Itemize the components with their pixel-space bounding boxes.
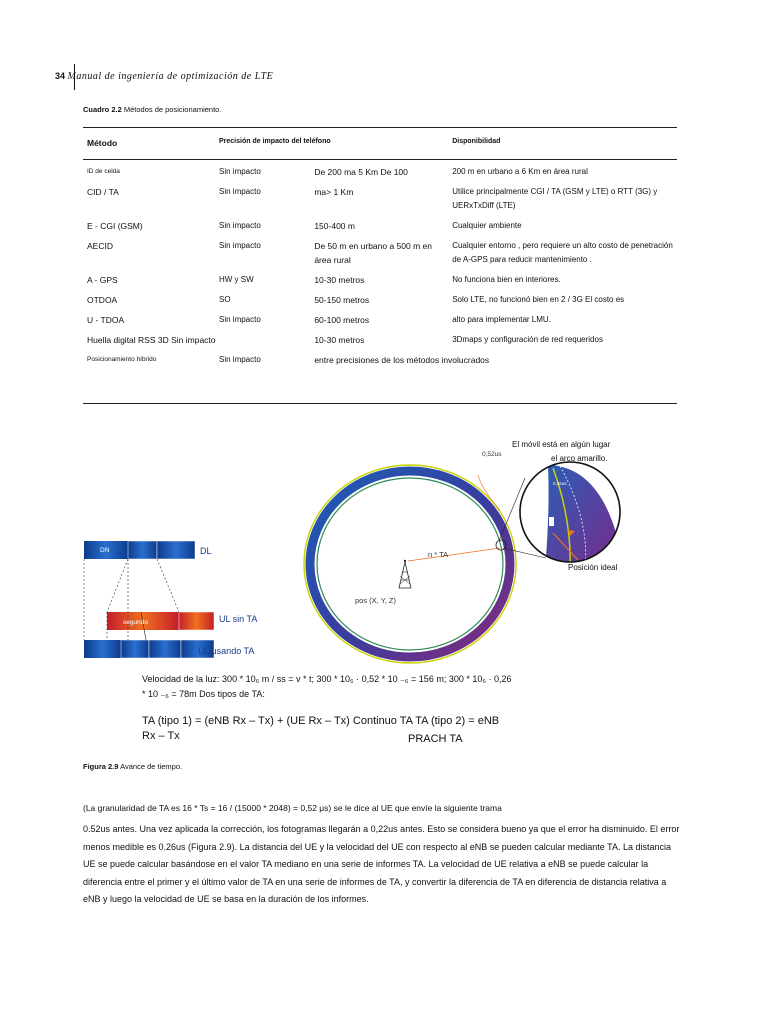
table-cell: CID / TA — [87, 187, 119, 197]
zoom-label-1: 0,26us — [553, 481, 567, 486]
table-cell: Cualquier ambiente — [452, 221, 522, 230]
note-line-2: el arco amarillo. — [551, 454, 608, 463]
table-cell: HW y SW — [219, 275, 254, 284]
table-caption-label: Cuadro 2.2 — [83, 105, 122, 114]
figure-caption — [83, 762, 182, 771]
zoom-label-2: 0,26us — [533, 494, 547, 499]
table-header-row — [83, 131, 677, 157]
dl-block-label: DN — [100, 547, 110, 554]
table-cell: Cualquier entorno , pero requiere un alto costo de penetración de A-GPS para reducir mantenimiento . — [452, 241, 673, 264]
table-cell: 10-30 metros — [314, 335, 365, 345]
distance-label: n * TA — [428, 550, 449, 559]
figure-caption-text: Avance de tiempo. — [120, 762, 183, 771]
table-cell: Sin impacto — [219, 167, 261, 176]
speed-of-light-formula — [142, 672, 562, 702]
page-header — [55, 71, 273, 82]
table-cell: E - CGI (GSM) — [87, 221, 143, 231]
table-cell: ID de celda — [87, 168, 120, 175]
ul-ta-label: UL usando TA — [198, 646, 255, 656]
paragraph-body: 0.52us antes. Una vez aplicada la corrección, los fotogramas llegarán a 0,22us antes. Esto se considera bueno ya que el error ha disminuido. El error menos medible es 0.26us (Figura 2.9). La distancia del UE y la velocidad del UE con respecto al eNB se pueden calcular mediante TA. La distancia UE se puede calcular basándose en el valor TA mediano en una serie de informes TA. La velocidad de UE relativa a eNB se puede calcular la diferencia entre el primer y el último valor de TA en una serie de informes de TA, y convertir la diferencia de TA en diferencia de distancia relativa a eNB y luego la velocidad de UE se basa en la duración de los informes. — [83, 824, 680, 904]
ta-types-formula — [142, 714, 522, 744]
table-cell: U - TDOA — [87, 315, 125, 325]
table-cell: Sin impacto — [219, 355, 261, 364]
table-row — [83, 270, 677, 290]
table-row — [83, 157, 677, 182]
ul-no-ta-label: UL sin TA — [219, 614, 258, 624]
header-precision: Precisión de impacto del teléfono — [219, 138, 331, 145]
table-row — [83, 236, 677, 270]
figure-caption-label: Figura 2.9 — [83, 762, 119, 771]
header-availability: Disponibilidad — [452, 138, 501, 145]
table-cell: SO — [219, 295, 231, 304]
table-cell: alto para implementar LMU. — [452, 315, 551, 324]
table-cell: 60-100 metros — [314, 315, 370, 325]
table-cell: Posicionamiento híbrido — [87, 356, 157, 363]
zoom-detail — [520, 460, 620, 570]
table-cell: Solo LTE, no funcionó bien en 2 / 3G El costo es — [452, 295, 625, 304]
book-title: Manual de ingeniería de optimización de LTE — [67, 71, 274, 82]
table-cell: Sin impacto — [219, 221, 261, 230]
table-cell: De 50 m en urbano a 500 m en área rural — [314, 241, 432, 265]
table-caption-text: Métodos de posicionamiento. — [123, 105, 222, 114]
outer-yellow-ring — [304, 465, 516, 663]
paragraph-first-line: (La granularidad de TA es 16 * Ts = 16 / (15000 * 2048) = 0,52 μs) se le dice al UE que envíe la siguiente trama — [83, 803, 502, 813]
formula-line-1: Velocidad de la luz: 300 * 10₆ m / ss = v * t; 300 * 10₆ · 0,52 * 10 ₋₆ = 156 m; 300 * 10₆ · 0,26 — [142, 674, 512, 684]
dl-label: DL — [200, 546, 212, 556]
table-cell: Huella digital RSS 3D Sin impacto — [87, 335, 216, 345]
table-cell: No funciona bien en interiores. — [452, 275, 561, 284]
table-cell: Sin impacto — [219, 187, 261, 196]
table-cell: Sin impacto — [219, 241, 261, 250]
table-cell: 150-400 m — [314, 221, 355, 231]
ul-no-ta-block-label: segundo — [123, 619, 148, 626]
table-cell: 3Dmaps y configuración de red requeridos — [452, 335, 603, 344]
formula-line-2: * 10 ₋₆ = 78m Dos tipos de TA: — [142, 689, 265, 699]
position-label: pos (X, Y, Z) — [355, 596, 396, 605]
inner-green-ring — [317, 478, 503, 650]
note-line-1: El móvil está en algún lugar — [512, 440, 611, 449]
table-cell: Sin impacto — [219, 315, 261, 324]
table-row — [83, 216, 677, 236]
table-cell: entre precisiones de los métodos involucrados — [314, 355, 490, 365]
prach-ta-label: PRACH TA — [408, 733, 463, 745]
arc-width-label: 0,52us — [482, 451, 502, 458]
table-row — [83, 350, 677, 370]
antenna-icon — [399, 560, 411, 588]
ul-ta-block-row — [84, 640, 214, 658]
ta-line-1: TA (tipo 1) = (eNB Rx – Tx) + (UE Rx – Tx) Continuo TA TA (tipo 2) = eNB — [142, 715, 500, 727]
table-cell: De 200 ma 5 Km De 100 — [314, 167, 408, 177]
table-cell: 200 m en urbano a 6 Km en área rural — [452, 167, 588, 176]
positioning-methods-table — [83, 131, 677, 370]
table-cell: AECID — [87, 241, 113, 251]
table-cell: A - GPS — [87, 275, 118, 285]
table-cell: 10-30 metros — [314, 275, 365, 285]
table-row — [83, 290, 677, 310]
header-method: Método — [87, 138, 118, 148]
gradient-ring — [310, 471, 510, 657]
table-row — [83, 182, 677, 216]
table-cell: 50-150 metros — [314, 295, 370, 305]
ideal-position-label: Posición ideal — [568, 563, 618, 572]
ta-line-2: Rx – Tx — [142, 730, 180, 742]
table-row — [83, 310, 677, 330]
page-number: 34 — [55, 71, 66, 81]
distance-line — [408, 548, 500, 561]
table-row — [83, 330, 677, 350]
table-top-rule — [83, 127, 677, 128]
timing-advance-figure — [0, 420, 768, 670]
table-cell: OTDOA — [87, 295, 118, 305]
table-caption — [83, 105, 221, 114]
table-cell: ma> 1 Km — [314, 187, 354, 197]
table-cell: Utilice principalmente CGI / TA (GSM y LTE) o RTT (3G) y UERxTxDiff (LTE) — [452, 187, 658, 210]
table-bottom-rule — [83, 403, 677, 404]
